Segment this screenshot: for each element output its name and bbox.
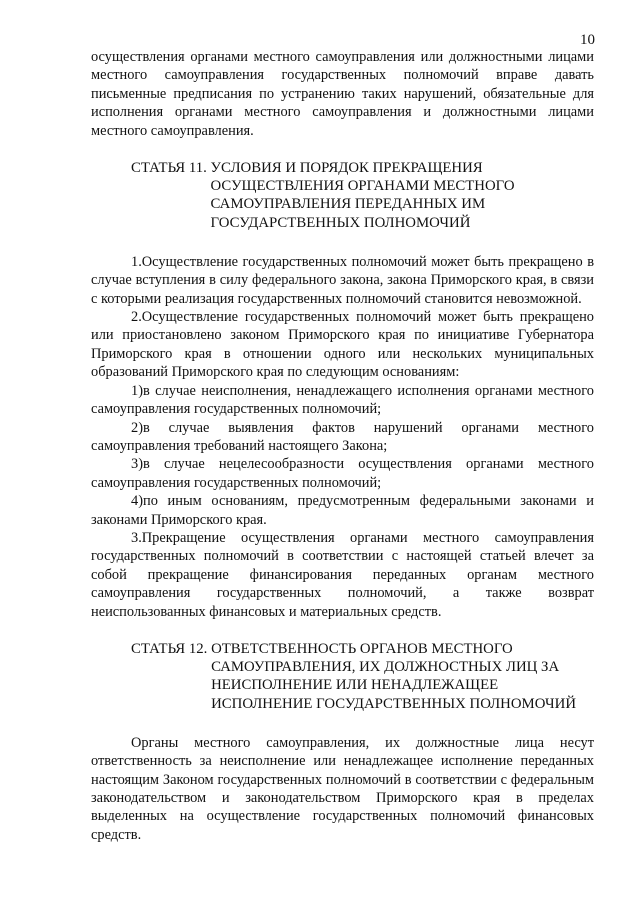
document-body [91,48,594,844]
intro-paragraph: осуществления органами местного самоуправления или должностными лицами местного самоуправления государственных полномочий вправе давать письменные предписания по устранению таких нарушений, обязательные для исполнения органами местного самоуправления и должностными лицами местного самоуправления. [91,49,594,139]
article-11-paragraph-3: 3.Прекращение осуществления органами местного самоуправления государственных полномочий в соответствии с настоящей статьей влечет за собой прекращение финансирования переданных органам местного самоуправления государственных полномочий, а также возврат неиспользованных финансовых и материальных средств. [91,529,594,620]
article-11-paragraph-1: 1.Осуществление государственных полномочий может быть прекращено в случае вступления в силу федерального закона, закона Приморского края, в связи с которыми реализация государственных полномочий становится невозможной. [91,253,594,307]
article-11-title: УСЛОВИЯ И ПОРЯДОК ПРЕКРАЩЕНИЯ ОСУЩЕСТВЛЕНИЯ ОРГАНАМИ МЕСТНОГО САМОУПРАВЛЕНИЯ ПЕРЕДАННЫХ ИМ ГОСУДАРСТВЕННЫХ ПОЛНОМОЧИЙ [210,160,515,231]
article-11-number: СТАТЬЯ 11. [131,160,211,177]
page-number: 10 [580,32,595,48]
article-11-item-2: 2)в случае выявления фактов нарушений органами местного самоуправления требований настоящего Закона; [91,419,594,454]
article-12-number: СТАТЬЯ 12. [131,640,212,657]
article-11-item-3: 3)в случае нецелесообразности осуществления органами местного самоуправления государственных полномочий; [91,456,594,491]
article-12-heading [91,640,594,713]
article-11-heading [91,159,594,232]
article-12-title: ОТВЕТСТВЕННОСТЬ ОРГАНОВ МЕСТНОГО САМОУПРАВЛЕНИЯ, ИХ ДОЛЖНОСТНЫХ ЛИЦ ЗА НЕИСПОЛНЕНИЕ ИЛИ НЕНАДЛЕЖАЩЕЕ ИСПОЛНЕНИЕ ГОСУДАРСТВЕННЫХ ПОЛНОМОЧИЙ [211,640,577,712]
article-11-paragraph-2: 2.Осуществление государственных полномочий может быть прекращено или приостановлено законом Приморского края по инициативе Губернатора Приморского края в отношении одного или нескольких муниципальных образований Приморского края по следующим основаниям: [91,309,594,381]
article-11-item-1: 1)в случае неисполнения, ненадлежащего исполнения органами местного самоуправления государственных полномочий; [91,382,594,418]
article-12-paragraph-1: Органы местного самоуправления, их должностные лица несут ответственность за неисполнение или ненадлежащее исполнение переданных настоящим Законом государственных полномочий в соответствии с федеральным законодательством и законодательством Приморского края в пределах выделенных на осуществление государственных полномочий финансовых средств. [91,734,594,843]
article-11-item-4: 4)по иным основаниям, предусмотренным федеральными законами и законами Приморского края. [91,493,594,528]
